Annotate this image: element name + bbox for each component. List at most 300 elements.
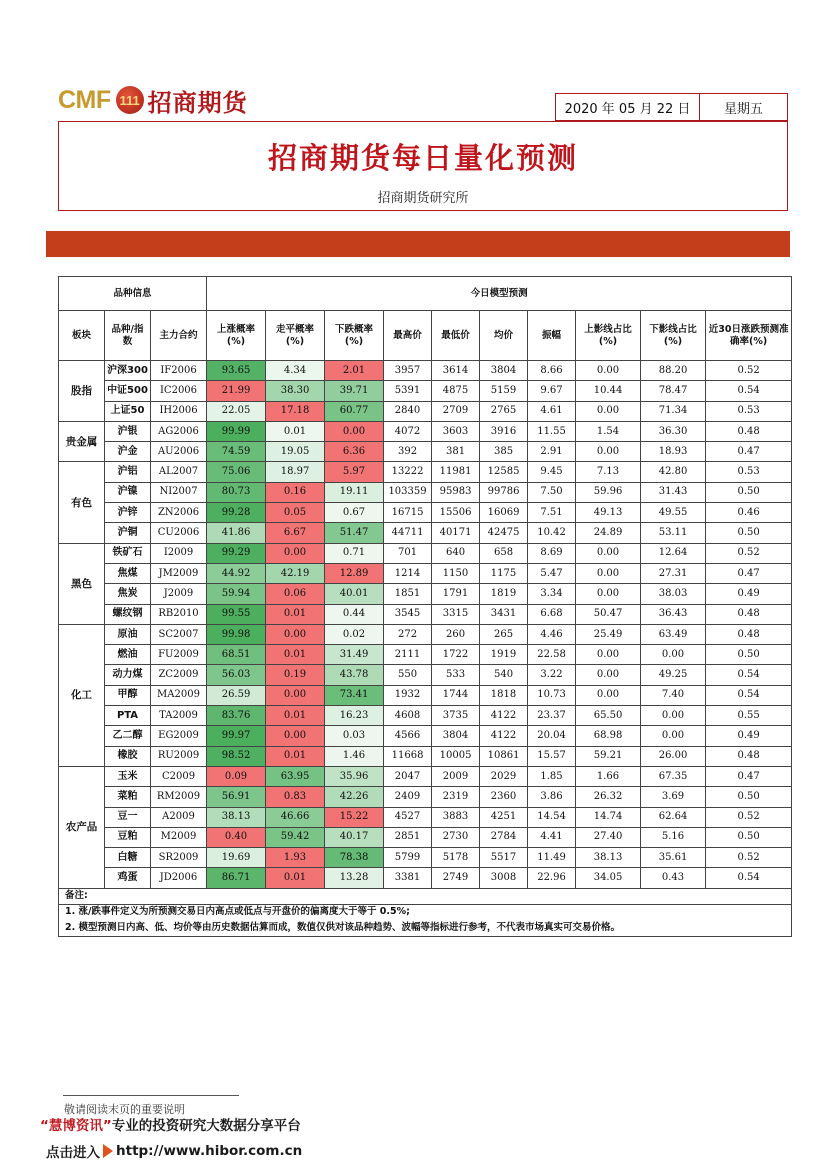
cell-low: 381 [432,442,480,462]
cell-amp: 14.54 [528,807,576,827]
cell-down: 6.36 [325,442,384,462]
cell-code: M2009 [151,827,207,847]
cell-low: 40171 [432,523,480,543]
cell-name: 焦煤 [105,563,151,583]
cell-acc: 0.47 [706,563,792,583]
cell-high: 5391 [384,381,432,401]
cell-upper: 49.13 [576,503,641,523]
cell-upper: 0.00 [576,401,641,421]
cell-avg: 1919 [480,645,528,665]
cell-up: 99.29 [207,543,266,563]
cell-amp: 4.41 [528,827,576,847]
table-row [59,503,792,523]
cell-upper: 1.54 [576,421,641,441]
cell-flat: 46.66 [266,807,325,827]
cell-avg: 265 [480,624,528,644]
cell-down: 2.01 [325,361,384,381]
cell-code: A2009 [151,807,207,827]
company-logo [58,84,248,116]
cell-amp: 9.45 [528,462,576,482]
cell-high: 11668 [384,746,432,766]
cell-acc: 0.54 [706,665,792,685]
cell-low: 4875 [432,381,480,401]
cell-amp: 22.58 [528,645,576,665]
cell-down: 0.03 [325,726,384,746]
cell-down: 19.11 [325,482,384,502]
cell-lower: 27.31 [641,563,706,583]
cell-code: RB2010 [151,604,207,624]
table-row [59,848,792,868]
cell-name: 乙二醇 [105,726,151,746]
cell-code: AL2007 [151,462,207,482]
cell-up: 0.09 [207,766,266,786]
cell-high: 4527 [384,807,432,827]
cell-down: 16.23 [325,706,384,726]
cell-up: 38.13 [207,807,266,827]
cell-upper: 0.00 [576,584,641,604]
cell-flat: 0.00 [266,726,325,746]
cell-name: 沪铝 [105,462,151,482]
cell-code: AG2006 [151,421,207,441]
cell-name: 焦炭 [105,584,151,604]
cell-up: 59.94 [207,584,266,604]
cell-lower: 36.43 [641,604,706,624]
cell-acc: 0.48 [706,604,792,624]
cell-amp: 10.73 [528,685,576,705]
footer-link-line [46,1141,302,1161]
cell-upper: 1.66 [576,766,641,786]
cell-high: 4072 [384,421,432,441]
cell-avg: 99786 [480,482,528,502]
section-divider-bar [46,231,790,257]
cell-amp: 6.68 [528,604,576,624]
note-1: 1. 涨/跌事件定义为所预测交易日内高点或低点与开盘价的偏离度大于等于 0.5%; [59,904,792,920]
cell-low: 1150 [432,563,480,583]
note-2: 2. 模型预测日内高、低、均价等由历史数据估算而成，数值仅供对该品种趋势、波幅等指标进行参考，不代表市场真实可交易价格。 [59,920,792,936]
cell-avg: 385 [480,442,528,462]
cell-name: 上证50 [105,401,151,421]
cell-upper: 0.00 [576,645,641,665]
cell-lower: 12.64 [641,543,706,563]
column-header: 下影线占比(%) [641,311,706,361]
date-box [555,93,788,121]
cell-lower: 71.34 [641,401,706,421]
cell-down: 42.26 [325,787,384,807]
cell-high: 2851 [384,827,432,847]
column-header: 最高价 [384,311,432,361]
cell-upper: 25.49 [576,624,641,644]
cell-amp: 15.57 [528,746,576,766]
cell-upper: 0.00 [576,442,641,462]
cell-upper: 0.00 [576,361,641,381]
cell-up: 68.51 [207,645,266,665]
cell-down: 0.02 [325,624,384,644]
cell-flat: 63.95 [266,766,325,786]
cell-name: 菜粕 [105,787,151,807]
cell-code: JD2006 [151,868,207,888]
cell-up: 19.69 [207,848,266,868]
prediction-table [58,276,792,937]
logo-company-name: 招商期货 [147,88,248,117]
brand-quote-close: ” [102,1118,112,1134]
table-row [59,766,792,786]
enter-label: 点击进入 [46,1145,100,1161]
notes-title: 备注: [59,888,792,904]
cell-acc: 0.54 [706,685,792,705]
cell-high: 13222 [384,462,432,482]
cell-flat: 0.00 [266,624,325,644]
cell-acc: 0.52 [706,807,792,827]
sector-cell: 黑色 [59,543,105,624]
cell-down: 0.44 [325,604,384,624]
table-row [59,665,792,685]
cell-lower: 42.80 [641,462,706,482]
cell-low: 95983 [432,482,480,502]
cell-upper: 0.00 [576,685,641,705]
cell-up: 41.86 [207,523,266,543]
table-row [59,462,792,482]
cell-avg: 5159 [480,381,528,401]
cell-up: 75.06 [207,462,266,482]
cell-down: 40.17 [325,827,384,847]
cell-lower: 0.00 [641,706,706,726]
cell-low: 3735 [432,706,480,726]
footer-disclaimer: 敬请阅读末页的重要说明 [64,1103,185,1116]
cell-high: 103359 [384,482,432,502]
table-group-header [59,277,792,311]
cell-lower: 0.00 [641,645,706,665]
cell-code: AU2006 [151,442,207,462]
cell-code: CU2006 [151,523,207,543]
cell-up: 83.76 [207,706,266,726]
report-weekday: 星期五 [723,101,763,117]
table-row [59,604,792,624]
cell-name: 豆粕 [105,827,151,847]
cell-down: 51.47 [325,523,384,543]
cell-upper: 68.98 [576,726,641,746]
cell-code: SC2007 [151,624,207,644]
cell-name: 白糖 [105,848,151,868]
cell-code: C2009 [151,766,207,786]
cell-code: JM2009 [151,563,207,583]
cell-down: 35.96 [325,766,384,786]
cell-avg: 4251 [480,807,528,827]
cell-avg: 10861 [480,746,528,766]
table-row [59,482,792,502]
cell-acc: 0.52 [706,361,792,381]
group-header-prediction: 今日模型预测 [207,277,792,311]
page-title: 招商期货每日量化预测 [267,141,578,175]
cell-name: 玉米 [105,766,151,786]
cell-down: 15.22 [325,807,384,827]
column-header: 下跌概率(%) [325,311,384,361]
cell-code: IH2006 [151,401,207,421]
table-row [59,726,792,746]
cell-down: 78.38 [325,848,384,868]
cell-flat: 0.00 [266,543,325,563]
cell-low: 260 [432,624,480,644]
table-row [59,868,792,888]
cell-down: 12.89 [325,563,384,583]
cell-down: 31.49 [325,645,384,665]
table-row [59,563,792,583]
cell-low: 3804 [432,726,480,746]
cell-avg: 540 [480,665,528,685]
cell-avg: 3916 [480,421,528,441]
cell-upper: 26.32 [576,787,641,807]
cell-flat: 1.93 [266,848,325,868]
column-header: 走平概率(%) [266,311,325,361]
cell-avg: 5517 [480,848,528,868]
cell-lower: 35.61 [641,848,706,868]
table-row [59,401,792,421]
cell-avg: 3431 [480,604,528,624]
cell-upper: 14.74 [576,807,641,827]
cell-flat: 0.00 [266,685,325,705]
table-row [59,746,792,766]
cell-lower: 7.40 [641,685,706,705]
cell-name: 螺纹钢 [105,604,151,624]
report-date: 2020 年 05 月 22 日 [556,94,700,120]
cell-name: 沪金 [105,442,151,462]
cell-name: 橡胶 [105,746,151,766]
cell-lower: 53.11 [641,523,706,543]
cell-flat: 0.01 [266,746,325,766]
cell-low: 1744 [432,685,480,705]
cell-flat: 0.01 [266,706,325,726]
cell-high: 4566 [384,726,432,746]
column-header: 主力合约 [151,311,207,361]
cell-low: 2709 [432,401,480,421]
cell-high: 701 [384,543,432,563]
cell-down: 0.00 [325,421,384,441]
cell-down: 0.67 [325,503,384,523]
cell-acc: 0.48 [706,421,792,441]
cell-high: 2111 [384,645,432,665]
cell-amp: 8.69 [528,543,576,563]
cell-down: 13.28 [325,868,384,888]
cell-lower: 67.35 [641,766,706,786]
cell-low: 3603 [432,421,480,441]
sector-cell: 农产品 [59,766,105,888]
cell-acc: 0.48 [706,624,792,644]
cell-up: 56.03 [207,665,266,685]
cell-code: NI2007 [151,482,207,502]
cell-high: 2840 [384,401,432,421]
cell-high: 2409 [384,787,432,807]
cell-avg: 1818 [480,685,528,705]
cell-acc: 0.47 [706,766,792,786]
cell-lower: 49.25 [641,665,706,685]
column-header: 近30日涨跌预测准确率(%) [706,311,792,361]
cell-low: 2009 [432,766,480,786]
cell-flat: 17.18 [266,401,325,421]
cell-acc: 0.48 [706,746,792,766]
cell-up: 74.59 [207,442,266,462]
cell-code: ZC2009 [151,665,207,685]
cell-name: 沪锌 [105,503,151,523]
cell-upper: 27.40 [576,827,641,847]
cell-code: MA2009 [151,685,207,705]
cell-flat: 59.42 [266,827,325,847]
cell-low: 1722 [432,645,480,665]
table-row [59,421,792,441]
cell-down: 0.71 [325,543,384,563]
cell-up: 26.59 [207,685,266,705]
table-row [59,645,792,665]
site-link[interactable]: http://www.hibor.com.cn [116,1143,303,1159]
cell-upper: 0.00 [576,543,641,563]
cell-amp: 22.96 [528,868,576,888]
cell-flat: 19.05 [266,442,325,462]
column-header: 板块 [59,311,105,361]
cell-lower: 31.43 [641,482,706,502]
cell-low: 640 [432,543,480,563]
cell-lower: 36.30 [641,421,706,441]
table-row [59,361,792,381]
cell-code: RU2009 [151,746,207,766]
cell-lower: 18.93 [641,442,706,462]
cell-amp: 20.04 [528,726,576,746]
group-header-info: 品种信息 [59,277,207,311]
cell-acc: 0.55 [706,706,792,726]
cell-flat: 4.34 [266,361,325,381]
cell-code: I2009 [151,543,207,563]
cell-amp: 5.47 [528,563,576,583]
footer-divider [63,1095,239,1096]
table-row [59,827,792,847]
table-row [59,543,792,563]
cell-acc: 0.46 [706,503,792,523]
cell-name: 鸡蛋 [105,868,151,888]
cell-up: 22.05 [207,401,266,421]
cell-high: 44711 [384,523,432,543]
cell-down: 60.77 [325,401,384,421]
cell-amp: 11.49 [528,848,576,868]
cell-code: IF2006 [151,361,207,381]
cell-acc: 0.52 [706,543,792,563]
cell-lower: 26.00 [641,746,706,766]
cell-low: 2730 [432,827,480,847]
cell-upper: 65.50 [576,706,641,726]
cell-flat: 0.01 [266,645,325,665]
cell-amp: 3.22 [528,665,576,685]
cell-acc: 0.54 [706,868,792,888]
cell-code: TA2009 [151,706,207,726]
cell-avg: 4122 [480,706,528,726]
sector-cell: 贵金属 [59,421,105,462]
cell-acc: 0.53 [706,401,792,421]
cell-avg: 658 [480,543,528,563]
column-header: 最低价 [432,311,480,361]
cell-flat: 0.06 [266,584,325,604]
cell-up: 99.98 [207,624,266,644]
cell-flat: 0.05 [266,503,325,523]
cell-down: 39.71 [325,381,384,401]
cell-name: 沪深300 [105,361,151,381]
cell-amp: 23.37 [528,706,576,726]
cell-acc: 0.52 [706,848,792,868]
table-row [59,807,792,827]
cell-up: 44.92 [207,563,266,583]
cell-name: 燃油 [105,645,151,665]
table-column-header [59,311,792,361]
brand-name: 慧博资讯 [48,1118,103,1134]
cell-code: RM2009 [151,787,207,807]
cell-amp: 9.67 [528,381,576,401]
cell-acc: 0.50 [706,645,792,665]
table-row [59,584,792,604]
cell-down: 1.46 [325,746,384,766]
cell-name: PTA [105,706,151,726]
cell-acc: 0.50 [706,523,792,543]
cell-avg: 2765 [480,401,528,421]
cell-avg: 16069 [480,503,528,523]
cell-lower: 3.69 [641,787,706,807]
cell-acc: 0.47 [706,442,792,462]
cell-code: EG2009 [151,726,207,746]
logo-cmf-text: CMF [58,85,111,114]
cell-high: 16715 [384,503,432,523]
cell-upper: 50.47 [576,604,641,624]
cell-down: 43.78 [325,665,384,685]
cell-amp: 2.91 [528,442,576,462]
cell-avg: 3804 [480,361,528,381]
cell-up: 93.65 [207,361,266,381]
cell-upper: 0.00 [576,665,641,685]
cell-lower: 5.16 [641,827,706,847]
cell-high: 3957 [384,361,432,381]
cell-code: J2009 [151,584,207,604]
cell-name: 铁矿石 [105,543,151,563]
cell-flat: 0.19 [266,665,325,685]
cell-avg: 2784 [480,827,528,847]
cell-lower: 62.64 [641,807,706,827]
cell-avg: 2029 [480,766,528,786]
cell-down: 5.97 [325,462,384,482]
cell-high: 2047 [384,766,432,786]
cell-acc: 0.50 [706,827,792,847]
sector-cell: 化工 [59,624,105,766]
cell-low: 3315 [432,604,480,624]
cell-upper: 7.13 [576,462,641,482]
cell-name: 沪铜 [105,523,151,543]
cell-code: FU2009 [151,645,207,665]
cell-low: 2749 [432,868,480,888]
cell-flat: 0.16 [266,482,325,502]
cell-up: 21.99 [207,381,266,401]
cell-low: 5178 [432,848,480,868]
sector-cell: 股指 [59,361,105,422]
brand-quote-open: “ [40,1118,49,1134]
cell-acc: 0.50 [706,787,792,807]
cell-amp: 7.50 [528,482,576,502]
cell-low: 3883 [432,807,480,827]
cell-flat: 38.30 [266,381,325,401]
cell-name: 甲醇 [105,685,151,705]
sector-cell: 有色 [59,462,105,543]
cell-code: SR2009 [151,848,207,868]
table-row [59,442,792,462]
cell-up: 98.52 [207,746,266,766]
cell-amp: 3.86 [528,787,576,807]
cell-code: IC2006 [151,381,207,401]
cell-flat: 42.19 [266,563,325,583]
cell-low: 2319 [432,787,480,807]
cell-up: 56.91 [207,787,266,807]
cell-acc: 0.50 [706,482,792,502]
cell-upper: 10.44 [576,381,641,401]
